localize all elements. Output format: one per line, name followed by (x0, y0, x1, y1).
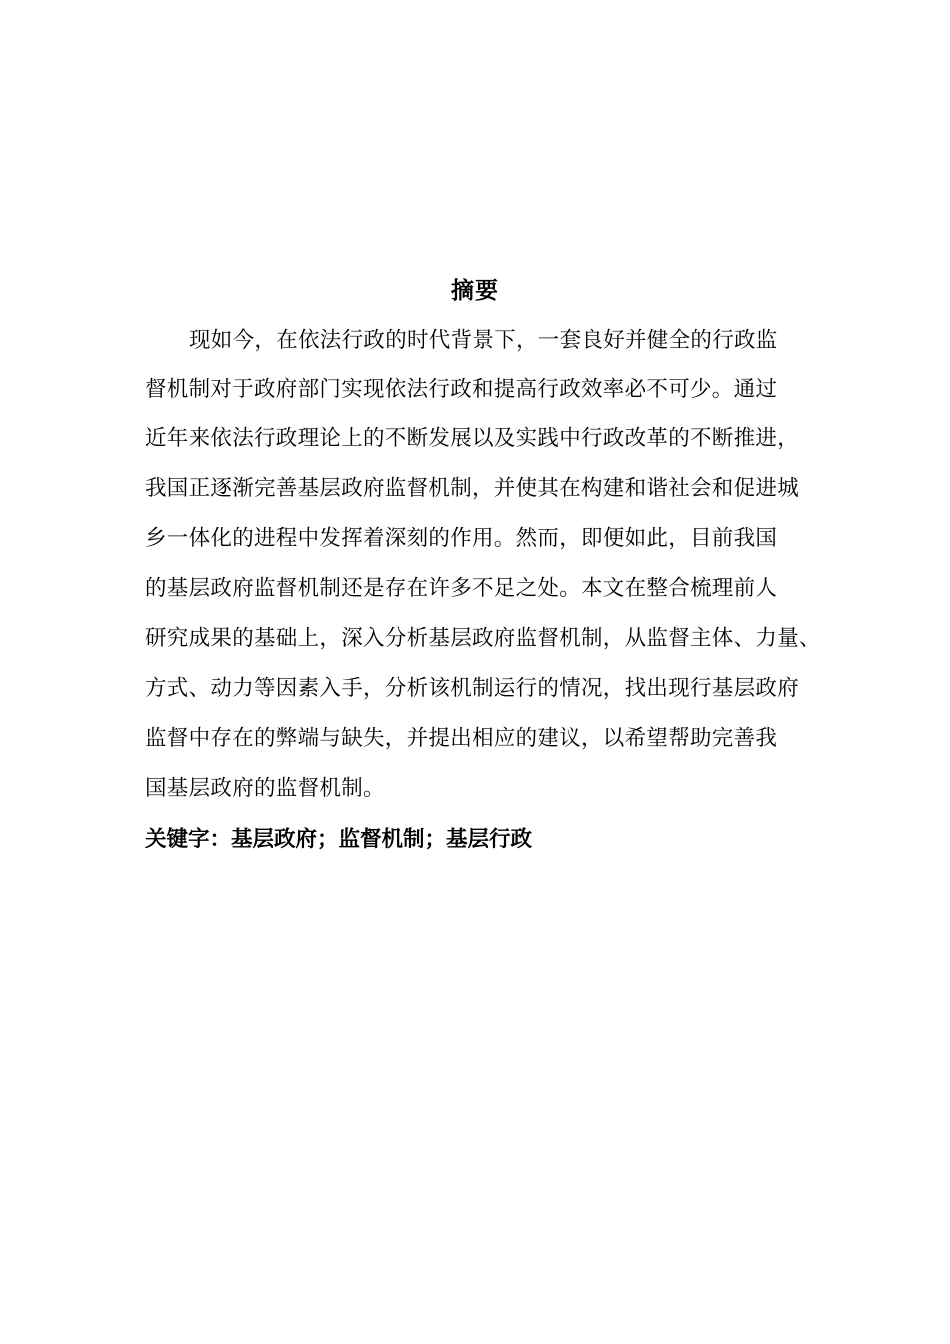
abstract-line: 我国正逐渐完善基层政府监督机制，并使其在构建和谐社会和促进城 (145, 476, 800, 501)
abstract-line: 监督中存在的弊端与缺失，并提出相应的建议，以希望帮助完善我 (145, 726, 778, 751)
abstract-line: 乡一体化的进程中发挥着深刻的作用。然而，即便如此，目前我国 (145, 526, 778, 551)
abstract-line: 国基层政府的监督机制。 (145, 776, 385, 801)
keywords-line: 关键字：基层政府；监督机制；基层行政 (145, 827, 533, 852)
abstract-line: 方式、动力等因素入手，分析该机制运行的情况，找出现行基层政府 (145, 676, 800, 701)
abstract-line: 研究成果的基础上，深入分析基层政府监督机制，从监督主体、力量、 (145, 626, 821, 651)
abstract-line: 近年来依法行政理论上的不断发展以及实践中行政改革的不断推进， (145, 426, 800, 451)
abstract-title: 摘要 (451, 278, 499, 304)
abstract-line: 的基层政府监督机制还是存在许多不足之处。本文在整合梳理前人 (145, 576, 778, 601)
abstract-line: 现如今，在依法行政的时代背景下，一套良好并健全的行政监 (189, 328, 778, 353)
abstract-line: 督机制对于政府部门实现依法行政和提高行政效率必不可少。通过 (145, 377, 778, 402)
